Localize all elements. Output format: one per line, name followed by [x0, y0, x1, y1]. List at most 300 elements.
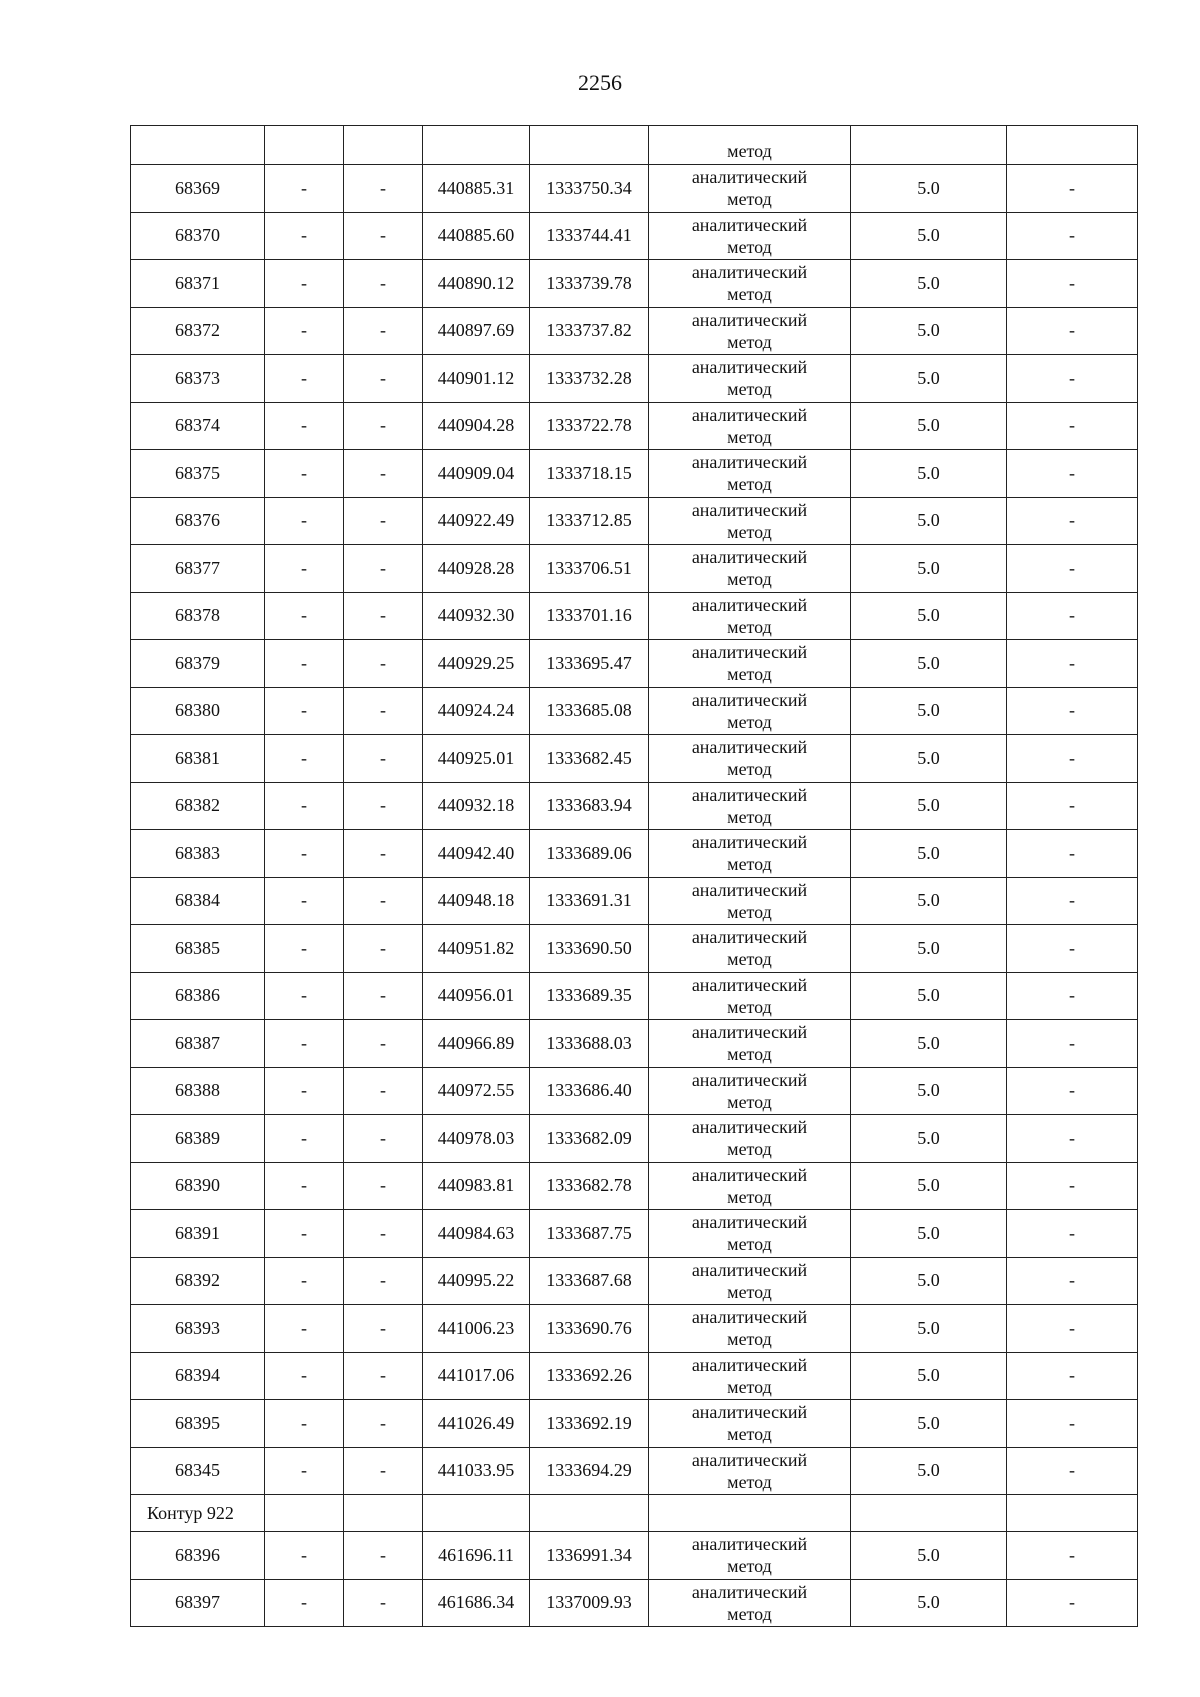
point-id-cell: 68392	[131, 1257, 265, 1305]
accuracy-cell: 5.0	[851, 1532, 1007, 1580]
dash-cell: -	[1007, 972, 1138, 1020]
x-coordinate-cell: 440929.25	[423, 640, 530, 688]
y-coordinate-cell: 1333744.41	[530, 212, 649, 260]
table-row	[131, 165, 1138, 213]
method-line-1: аналитический	[691, 1212, 808, 1233]
method-cell	[649, 545, 851, 593]
method-line-1: аналитический	[691, 262, 808, 283]
method-line-1: аналитический	[691, 452, 808, 473]
method-line-1: аналитический	[691, 1449, 808, 1470]
dash-cell: -	[344, 355, 423, 403]
method-cell	[649, 1579, 851, 1627]
dash-cell: -	[344, 545, 423, 593]
point-id-cell: 68376	[131, 497, 265, 545]
dash-cell: -	[344, 1115, 423, 1163]
method-line-1: аналитический	[691, 214, 808, 235]
x-coordinate-cell: 440909.04	[423, 450, 530, 498]
accuracy-cell: 5.0	[851, 592, 1007, 640]
dash-cell: -	[1007, 1400, 1138, 1448]
method-line-2: метод	[727, 711, 772, 732]
x-coordinate-cell: 440932.30	[423, 592, 530, 640]
dash-cell: -	[265, 545, 344, 593]
dash-cell: -	[1007, 640, 1138, 688]
method-line-1: аналитический	[691, 499, 808, 520]
table-cell	[423, 126, 530, 165]
table-row	[131, 830, 1138, 878]
y-coordinate-cell: 1333690.50	[530, 925, 649, 973]
method-line-2: метод	[727, 1471, 772, 1492]
accuracy-cell: 5.0	[851, 830, 1007, 878]
accuracy-cell: 5.0	[851, 1579, 1007, 1627]
dash-cell: -	[265, 1400, 344, 1448]
method-line-1: аналитический	[691, 1259, 808, 1280]
dash-cell: -	[344, 1020, 423, 1068]
x-coordinate-cell: 440984.63	[423, 1210, 530, 1258]
method-line-2: метод	[727, 379, 772, 400]
method-cell	[649, 1020, 851, 1068]
method-line-2: метод	[727, 1186, 772, 1207]
dash-cell: -	[1007, 1352, 1138, 1400]
accuracy-cell: 5.0	[851, 450, 1007, 498]
dash-cell: -	[344, 212, 423, 260]
dash-cell: -	[265, 212, 344, 260]
dash-cell: -	[1007, 307, 1138, 355]
point-id-cell: 68387	[131, 1020, 265, 1068]
table-row	[131, 1020, 1138, 1068]
method-line-2: метод	[727, 236, 772, 257]
method-cell	[649, 830, 851, 878]
x-coordinate-cell: 441017.06	[423, 1352, 530, 1400]
dash-cell: -	[265, 687, 344, 735]
accuracy-cell: 5.0	[851, 640, 1007, 688]
table-cell	[344, 126, 423, 165]
table-row	[131, 972, 1138, 1020]
y-coordinate-cell: 1333686.40	[530, 1067, 649, 1115]
table-row	[131, 1162, 1138, 1210]
dash-cell: -	[265, 1305, 344, 1353]
dash-cell: -	[265, 1532, 344, 1580]
y-coordinate-cell: 1333750.34	[530, 165, 649, 213]
method-cell	[649, 355, 851, 403]
method-line-1: аналитический	[691, 927, 808, 948]
point-id-cell: 68377	[131, 545, 265, 593]
accuracy-cell: 5.0	[851, 1210, 1007, 1258]
dash-cell: -	[1007, 1020, 1138, 1068]
method-cell	[649, 1352, 851, 1400]
accuracy-cell: 5.0	[851, 355, 1007, 403]
accuracy-cell: 5.0	[851, 1447, 1007, 1495]
x-coordinate-cell: 440901.12	[423, 355, 530, 403]
point-id-cell: 68380	[131, 687, 265, 735]
coordinates-table	[130, 125, 1138, 1627]
accuracy-cell: 5.0	[851, 1352, 1007, 1400]
table-row	[131, 497, 1138, 545]
dash-cell: -	[344, 830, 423, 878]
dash-cell: -	[344, 1162, 423, 1210]
point-id-cell: 68386	[131, 972, 265, 1020]
y-coordinate-cell: 1333692.19	[530, 1400, 649, 1448]
dash-cell: -	[344, 972, 423, 1020]
y-coordinate-cell: 1333689.35	[530, 972, 649, 1020]
dash-cell: -	[1007, 1532, 1138, 1580]
method-cell	[649, 212, 851, 260]
point-id-cell: 68372	[131, 307, 265, 355]
method-cell	[649, 925, 851, 973]
point-id-cell: 68385	[131, 925, 265, 973]
table-row	[131, 877, 1138, 925]
point-id-cell: 68369	[131, 165, 265, 213]
dash-cell: -	[1007, 450, 1138, 498]
y-coordinate-cell: 1333718.15	[530, 450, 649, 498]
method-line-2: метод	[727, 426, 772, 447]
dash-cell: -	[265, 735, 344, 783]
accuracy-cell: 5.0	[851, 687, 1007, 735]
method-line-1: аналитический	[691, 594, 808, 615]
method-line-2: метод	[727, 189, 772, 210]
dash-cell: -	[265, 1447, 344, 1495]
dash-cell: -	[344, 925, 423, 973]
y-coordinate-cell: 1336991.34	[530, 1532, 649, 1580]
dash-cell: -	[344, 402, 423, 450]
table-cell	[344, 1495, 423, 1532]
accuracy-cell: 5.0	[851, 1400, 1007, 1448]
dash-cell: -	[1007, 1579, 1138, 1627]
table-row	[131, 687, 1138, 735]
x-coordinate-cell: 440897.69	[423, 307, 530, 355]
point-id-cell: 68397	[131, 1579, 265, 1627]
dash-cell: -	[265, 1210, 344, 1258]
accuracy-cell: 5.0	[851, 497, 1007, 545]
method-cell	[649, 735, 851, 783]
dash-cell: -	[265, 592, 344, 640]
dash-cell: -	[265, 972, 344, 1020]
dash-cell: -	[344, 1447, 423, 1495]
dash-cell: -	[344, 640, 423, 688]
contour-header-row	[131, 1495, 1138, 1532]
x-coordinate-cell: 441006.23	[423, 1305, 530, 1353]
x-coordinate-cell: 440978.03	[423, 1115, 530, 1163]
y-coordinate-cell: 1333687.75	[530, 1210, 649, 1258]
method-cell	[649, 1067, 851, 1115]
y-coordinate-cell: 1333682.78	[530, 1162, 649, 1210]
point-id-cell: 68370	[131, 212, 265, 260]
method-line-2: метод	[727, 474, 772, 495]
accuracy-cell: 5.0	[851, 1067, 1007, 1115]
dash-cell: -	[265, 1020, 344, 1068]
method-line-1: аналитический	[691, 832, 808, 853]
table-row	[131, 1210, 1138, 1258]
x-coordinate-cell: 440925.01	[423, 735, 530, 783]
y-coordinate-cell: 1333690.76	[530, 1305, 649, 1353]
method-line-2: метод	[727, 1329, 772, 1350]
dash-cell: -	[1007, 687, 1138, 735]
x-coordinate-cell: 461686.34	[423, 1579, 530, 1627]
method-line-1: аналитический	[691, 1581, 808, 1602]
method-line-2: метод	[727, 806, 772, 827]
method-line-1: аналитический	[691, 1164, 808, 1185]
dash-cell: -	[344, 735, 423, 783]
method-line-1: аналитический	[691, 357, 808, 378]
method-line-2: метод	[727, 1603, 772, 1624]
table-row	[131, 355, 1138, 403]
dash-cell: -	[344, 1257, 423, 1305]
dash-cell: -	[265, 640, 344, 688]
dash-cell: -	[265, 1352, 344, 1400]
method-line-2: метод	[727, 759, 772, 780]
point-id-cell: 68381	[131, 735, 265, 783]
y-coordinate-cell: 1337009.93	[530, 1579, 649, 1627]
dash-cell: -	[1007, 1162, 1138, 1210]
method-line-1: аналитический	[691, 1307, 808, 1328]
dash-cell: -	[265, 925, 344, 973]
method-line-1: аналитический	[691, 547, 808, 568]
table-row	[131, 592, 1138, 640]
method-line-1: аналитический	[691, 167, 808, 188]
x-coordinate-cell: 441033.95	[423, 1447, 530, 1495]
table-row	[131, 307, 1138, 355]
method-cell	[649, 165, 851, 213]
continuation-row	[131, 126, 1138, 165]
dash-cell: -	[1007, 212, 1138, 260]
point-id-cell: 68373	[131, 355, 265, 403]
dash-cell: -	[344, 260, 423, 308]
table-cell	[265, 1495, 344, 1532]
page-number: 2256	[578, 70, 622, 95]
method-cell	[649, 592, 851, 640]
dash-cell: -	[1007, 1115, 1138, 1163]
table-row	[131, 450, 1138, 498]
table-row	[131, 1532, 1138, 1580]
method-cell	[649, 972, 851, 1020]
method-line-2: метод	[727, 996, 772, 1017]
table-cell	[265, 126, 344, 165]
accuracy-cell: 5.0	[851, 1115, 1007, 1163]
y-coordinate-cell: 1333712.85	[530, 497, 649, 545]
x-coordinate-cell: 440904.28	[423, 402, 530, 450]
y-coordinate-cell: 1333737.82	[530, 307, 649, 355]
dash-cell: -	[344, 877, 423, 925]
dash-cell: -	[265, 450, 344, 498]
table-cell	[649, 1495, 851, 1532]
y-coordinate-cell: 1333685.08	[530, 687, 649, 735]
dash-cell: -	[1007, 1305, 1138, 1353]
table-row	[131, 260, 1138, 308]
method-cell	[649, 450, 851, 498]
dash-cell: -	[265, 782, 344, 830]
point-id-cell: 68394	[131, 1352, 265, 1400]
table-row	[131, 1352, 1138, 1400]
table-row	[131, 925, 1138, 973]
table-row	[131, 545, 1138, 593]
dash-cell: -	[344, 782, 423, 830]
dash-cell: -	[344, 592, 423, 640]
dash-cell: -	[1007, 925, 1138, 973]
point-id-cell: 68374	[131, 402, 265, 450]
accuracy-cell: 5.0	[851, 1257, 1007, 1305]
table-body	[131, 126, 1138, 1627]
dash-cell: -	[265, 165, 344, 213]
table-cell	[530, 126, 649, 165]
dash-cell: -	[1007, 1257, 1138, 1305]
dash-cell: -	[1007, 497, 1138, 545]
accuracy-cell: 5.0	[851, 165, 1007, 213]
accuracy-cell: 5.0	[851, 782, 1007, 830]
dash-cell: -	[344, 1532, 423, 1580]
point-id-cell: 68382	[131, 782, 265, 830]
dash-cell: -	[265, 830, 344, 878]
dash-cell: -	[344, 1210, 423, 1258]
method-line-1: аналитический	[691, 1402, 808, 1423]
point-id-cell: 68375	[131, 450, 265, 498]
table-row	[131, 1400, 1138, 1448]
y-coordinate-cell: 1333695.47	[530, 640, 649, 688]
method-line-2: метод	[727, 1281, 772, 1302]
accuracy-cell: 5.0	[851, 972, 1007, 1020]
dash-cell: -	[265, 877, 344, 925]
x-coordinate-cell: 440932.18	[423, 782, 530, 830]
accuracy-cell: 5.0	[851, 307, 1007, 355]
table-cell	[851, 126, 1007, 165]
table-row	[131, 735, 1138, 783]
y-coordinate-cell: 1333682.45	[530, 735, 649, 783]
method-line-2: метод	[727, 569, 772, 590]
method-line-2: метод	[727, 331, 772, 352]
x-coordinate-cell: 440942.40	[423, 830, 530, 878]
method-line-1: аналитический	[691, 1534, 808, 1555]
x-coordinate-cell: 440885.60	[423, 212, 530, 260]
point-id-cell: 68383	[131, 830, 265, 878]
dash-cell: -	[344, 165, 423, 213]
method-line-2: метод	[727, 664, 772, 685]
dash-cell: -	[1007, 402, 1138, 450]
method-line-1: аналитический	[691, 689, 808, 710]
y-coordinate-cell: 1333691.31	[530, 877, 649, 925]
point-id-cell: 68389	[131, 1115, 265, 1163]
dash-cell: -	[1007, 1447, 1138, 1495]
accuracy-cell: 5.0	[851, 1162, 1007, 1210]
table-row	[131, 640, 1138, 688]
y-coordinate-cell: 1333682.09	[530, 1115, 649, 1163]
table-row	[131, 212, 1138, 260]
x-coordinate-cell: 440956.01	[423, 972, 530, 1020]
accuracy-cell: 5.0	[851, 212, 1007, 260]
method-line-1: аналитический	[691, 309, 808, 330]
table-cell	[1007, 1495, 1138, 1532]
method-cell	[649, 497, 851, 545]
dash-cell: -	[1007, 1210, 1138, 1258]
x-coordinate-cell: 461696.11	[423, 1532, 530, 1580]
method-line-1: аналитический	[691, 404, 808, 425]
method-line-2: метод	[727, 1091, 772, 1112]
accuracy-cell: 5.0	[851, 402, 1007, 450]
x-coordinate-cell: 440951.82	[423, 925, 530, 973]
point-id-cell: 68396	[131, 1532, 265, 1580]
table-cell	[851, 1495, 1007, 1532]
table-cell	[530, 1495, 649, 1532]
method-cell	[649, 782, 851, 830]
dash-cell: -	[1007, 877, 1138, 925]
x-coordinate-cell: 440983.81	[423, 1162, 530, 1210]
y-coordinate-cell: 1333683.94	[530, 782, 649, 830]
point-id-cell: 68378	[131, 592, 265, 640]
x-coordinate-cell: 440885.31	[423, 165, 530, 213]
y-coordinate-cell: 1333689.06	[530, 830, 649, 878]
x-coordinate-cell: 441026.49	[423, 1400, 530, 1448]
x-coordinate-cell: 440924.24	[423, 687, 530, 735]
dash-cell: -	[344, 687, 423, 735]
dash-cell: -	[265, 1067, 344, 1115]
table-cell	[131, 126, 265, 165]
dash-cell: -	[1007, 782, 1138, 830]
y-coordinate-cell: 1333687.68	[530, 1257, 649, 1305]
x-coordinate-cell: 440890.12	[423, 260, 530, 308]
method-cell: метод	[649, 126, 851, 165]
dash-cell: -	[265, 1579, 344, 1627]
method-line-1: аналитический	[691, 784, 808, 805]
accuracy-cell: 5.0	[851, 260, 1007, 308]
method-cell	[649, 307, 851, 355]
y-coordinate-cell: 1333706.51	[530, 545, 649, 593]
method-line-1: аналитический	[691, 974, 808, 995]
method-line-2: метод	[727, 284, 772, 305]
table-row	[131, 1115, 1138, 1163]
dash-cell: -	[1007, 1067, 1138, 1115]
method-line-2: метод	[727, 521, 772, 542]
method-line-2: метод	[727, 1234, 772, 1255]
dash-cell: -	[344, 307, 423, 355]
dash-cell: -	[1007, 830, 1138, 878]
method-line-1: аналитический	[691, 879, 808, 900]
dash-cell: -	[1007, 260, 1138, 308]
method-line-2: метод	[727, 1376, 772, 1397]
method-cell	[649, 1115, 851, 1163]
method-line-1: аналитический	[691, 1354, 808, 1375]
x-coordinate-cell: 440928.28	[423, 545, 530, 593]
method-line-1: аналитический	[691, 1069, 808, 1090]
table-row	[131, 1579, 1138, 1627]
method-cell	[649, 1532, 851, 1580]
point-id-cell: 68371	[131, 260, 265, 308]
method-line-2: метод	[727, 949, 772, 970]
dash-cell: -	[1007, 545, 1138, 593]
y-coordinate-cell: 1333701.16	[530, 592, 649, 640]
contour-label: Контур 922	[131, 1495, 265, 1532]
table-row	[131, 1257, 1138, 1305]
table-row	[131, 402, 1138, 450]
method-cell	[649, 1162, 851, 1210]
x-coordinate-cell: 440948.18	[423, 877, 530, 925]
method-line-2: метод	[727, 1424, 772, 1445]
point-id-cell: 68384	[131, 877, 265, 925]
point-id-cell: 68395	[131, 1400, 265, 1448]
point-id-cell: 68393	[131, 1305, 265, 1353]
method-line-1: аналитический	[691, 1117, 808, 1138]
dash-cell: -	[344, 497, 423, 545]
table-row	[131, 1305, 1138, 1353]
method-cell	[649, 877, 851, 925]
method-line-1: аналитический	[691, 642, 808, 663]
method-line-1: аналитический	[691, 737, 808, 758]
dash-cell: -	[1007, 735, 1138, 783]
method-cell	[649, 1447, 851, 1495]
method-cell	[649, 1257, 851, 1305]
dash-cell: -	[265, 260, 344, 308]
y-coordinate-cell: 1333739.78	[530, 260, 649, 308]
dash-cell: -	[265, 497, 344, 545]
point-id-cell: 68390	[131, 1162, 265, 1210]
table-row	[131, 1067, 1138, 1115]
y-coordinate-cell: 1333688.03	[530, 1020, 649, 1068]
